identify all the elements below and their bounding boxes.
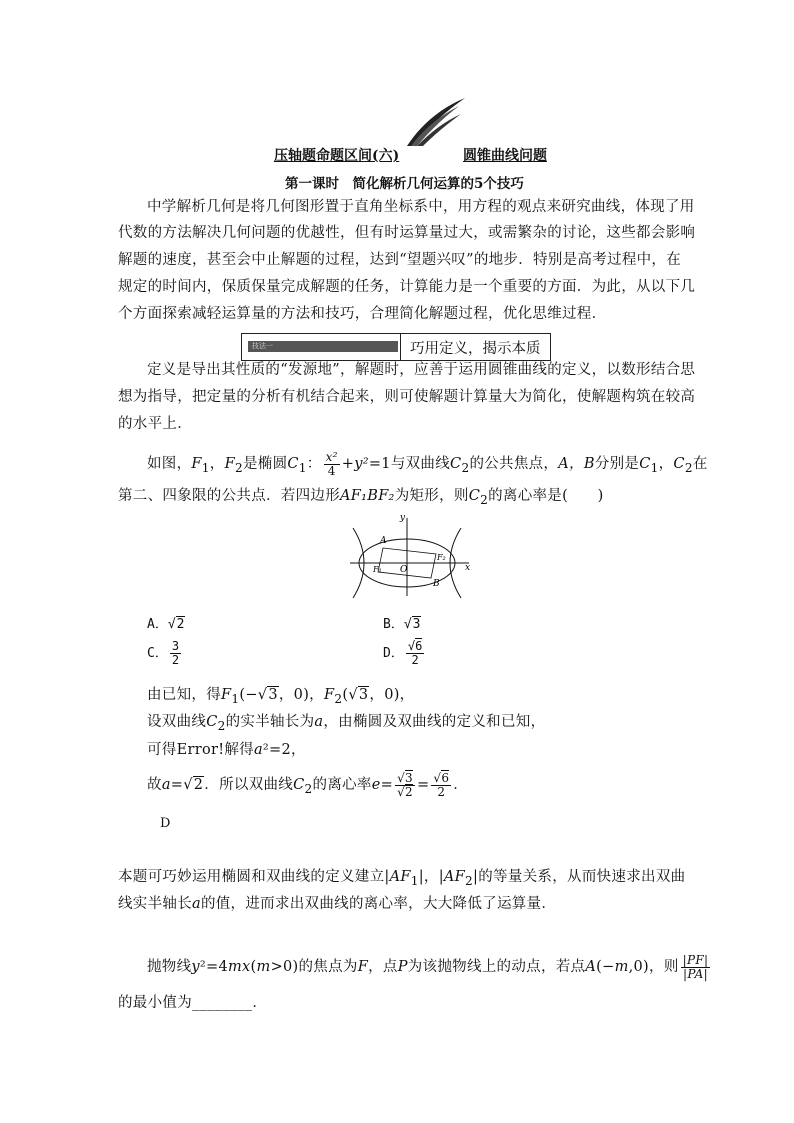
text-seg: a <box>314 714 324 730</box>
text-seg: 是椭圆 <box>242 456 288 472</box>
text-seg: 第二、四象限的公共点．若四边形 <box>118 488 340 504</box>
text-seg: ． <box>453 777 469 793</box>
sqrt: √2 <box>167 617 185 632</box>
text-seg: 2 <box>480 492 489 507</box>
option-a-label: A． <box>147 617 168 632</box>
frac-num: |PF| <box>682 952 709 967</box>
text-seg: 1 <box>298 460 307 475</box>
text-seg: ( <box>250 959 257 975</box>
text-seg: 抛物线 <box>147 959 192 975</box>
text-seg: 为该抛物线上的动点，若点 <box>407 959 586 975</box>
text-seg: 2 <box>217 718 226 733</box>
text-seg: ： <box>306 456 322 472</box>
radicand: 2 <box>405 784 413 799</box>
radicand: 3 <box>405 770 413 785</box>
text-seg: F <box>323 687 335 703</box>
technique-label: 巧用定义，揭示本质 <box>410 341 541 357</box>
technique-tag-text: 技法一 <box>252 342 273 350</box>
text-seg: a <box>161 777 171 793</box>
text-seg: 1 <box>231 691 240 706</box>
header-logo-icon <box>405 96 467 148</box>
text-seg: 1 <box>201 460 210 475</box>
text-seg: ²=2， <box>262 742 306 758</box>
text-seg: ( <box>342 687 349 703</box>
solution-line-4 <box>147 768 468 802</box>
radicand: 2 <box>176 617 185 632</box>
text-seg: F <box>224 456 235 472</box>
text-seg: (− <box>239 687 258 703</box>
intro-line-2: 代数的方法解决几何问题的优越性，但有时运算量过大，或需繁杂的讨论，这些都会影响 <box>118 225 696 241</box>
label-f1: F₁ <box>373 565 382 574</box>
solution-line-2 <box>147 713 545 735</box>
option-d[interactable] <box>383 640 426 667</box>
radicand: 3 <box>358 687 369 703</box>
definition-line-1: 定义是导出其性质的“发源地”，解题时，应善于运用圆锥曲线的定义，以数形结合思 <box>147 362 696 378</box>
text-seg: 1 <box>650 460 659 475</box>
remark-line-2 <box>118 895 556 913</box>
option-c[interactable] <box>147 640 183 667</box>
text-seg: 分别是 <box>594 456 640 472</box>
sqrt: √3 <box>403 617 421 632</box>
frac-num: 3 <box>171 639 180 653</box>
radicand: 3 <box>268 687 278 703</box>
example1-line-1 <box>147 450 708 478</box>
text-seg: ， <box>209 456 225 472</box>
text-seg: + <box>341 456 355 472</box>
text-seg: ²=4 <box>199 959 228 975</box>
text-seg: F <box>191 456 202 472</box>
text-seg: >0)的焦点为 <box>270 959 358 975</box>
text-seg: A，B <box>558 456 595 472</box>
frac-den: √2 <box>397 784 413 799</box>
text-seg: ，由椭圆及双曲线的定义和已知， <box>323 714 546 730</box>
section-title <box>274 145 399 165</box>
text-seg: = <box>416 777 430 793</box>
text-seg: C <box>450 456 462 472</box>
frac-num: √6 <box>407 639 423 653</box>
topic-title-text: 圆锥曲线问题 <box>463 148 547 164</box>
fraction <box>406 640 424 667</box>
remark-line-1 <box>118 868 685 890</box>
solution-line-3 <box>147 741 306 759</box>
label-y: y <box>399 513 405 523</box>
text-seg: (− <box>596 959 615 975</box>
text-seg: y² <box>354 456 369 472</box>
text-seg: =1与双曲线 <box>368 456 451 472</box>
text-seg: ，0)， <box>369 687 415 703</box>
label-o: O <box>400 565 408 575</box>
text-seg: F <box>357 959 369 975</box>
fraction <box>681 954 711 981</box>
text-seg: AF <box>389 869 411 885</box>
topic-title <box>463 145 547 165</box>
text-seg: ,0)，则 <box>628 959 679 975</box>
text-seg: |，| <box>418 869 444 885</box>
text-seg: a <box>253 742 263 758</box>
text-seg: 为矩形，则 <box>394 488 469 504</box>
text-seg: 2 <box>334 691 343 706</box>
text-seg: m <box>256 959 271 975</box>
text-seg: 的离心率 <box>312 777 372 793</box>
text-seg: e <box>371 777 381 793</box>
definition-line-3: 的水平上． <box>118 416 192 432</box>
label-x: x <box>465 563 471 573</box>
text-seg: 的离心率是( ) <box>488 488 604 504</box>
text-seg: 设双曲线 <box>147 714 207 730</box>
example1-line-2 <box>118 487 604 509</box>
text-seg: = <box>170 777 184 793</box>
text-seg: 2 <box>304 781 313 796</box>
fraction <box>395 772 415 799</box>
ellipse-fraction <box>324 451 340 478</box>
text-seg: 可得Error!解得 <box>147 742 254 758</box>
frac-num: √3 <box>397 770 413 785</box>
text-seg: ，0)， <box>278 687 324 703</box>
definition-line-2: 想为指导，把定量的分析有机结合起来，则可使解题计算量大为简化，使解题构筑在较高 <box>118 389 696 405</box>
section-title-text: 压轴题命题区间(六) <box>274 148 400 164</box>
banner-divider <box>400 334 401 360</box>
lesson-title: 第一课时 简化解析几何运算的5个技巧 <box>285 176 524 192</box>
frac-den: 2 <box>437 784 446 799</box>
text-seg: 故 <box>147 777 162 793</box>
sqrt: √3 <box>257 687 278 703</box>
text-seg: mx <box>228 959 251 975</box>
text-seg: 由已知，得 <box>147 687 221 703</box>
radicand: 6 <box>415 639 423 653</box>
example2-line-1 <box>147 950 712 984</box>
text-seg: 2 <box>684 460 693 475</box>
sqrt: √2 <box>183 777 204 793</box>
intro-line-5: 个方面探索减轻运算量的方法和技巧，合理简化解题过程，优化思维过程． <box>118 306 607 322</box>
text-seg: 的实半轴长为 <box>225 714 315 730</box>
text-seg: ， <box>658 456 674 472</box>
option-a[interactable] <box>147 613 185 632</box>
technique-tag <box>248 341 398 352</box>
text-seg: 如图， <box>147 456 192 472</box>
label-a: A <box>380 536 387 546</box>
text-seg: P <box>397 959 408 975</box>
text-seg: F <box>221 687 232 703</box>
technique-banner <box>241 333 551 361</box>
text-seg: |的等量关系，从而快速求出双曲 <box>473 869 686 885</box>
solution-line-1 <box>147 686 414 708</box>
text-seg: 1 <box>410 873 419 888</box>
text-seg: ，点 <box>368 959 398 975</box>
text-seg: 的值，进而求出双曲线的离心率，大大降低了运算量． <box>200 896 557 912</box>
frac-den: 2 <box>171 653 180 667</box>
ellipse-hyperbola-figure <box>345 510 475 600</box>
option-b[interactable] <box>383 613 421 632</box>
text-seg: y <box>191 959 200 975</box>
text-seg: a <box>192 896 201 912</box>
text-seg: C <box>468 488 481 504</box>
text-seg: A <box>585 959 597 975</box>
text-seg: C <box>639 456 651 472</box>
fraction <box>170 640 181 667</box>
text-seg: 的公共焦点， <box>469 456 559 472</box>
text-seg: AF₁BF₂ <box>340 488 395 504</box>
example2-line-2: 的最小值为________． <box>118 995 268 1011</box>
intro-line-4: 规定的时间内，保质保量完成解题的任务，计算能力是一个重要的方面．为此，从以下几 <box>118 279 696 295</box>
frac-den: |PA| <box>683 966 708 981</box>
label-f2: F₂ <box>437 553 446 562</box>
text-seg: C <box>206 714 218 730</box>
text-seg: C <box>673 456 685 472</box>
option-d-label: D． <box>383 646 404 661</box>
text-seg: 在 <box>692 456 708 472</box>
radicand: 3 <box>412 617 421 632</box>
text-seg: AF <box>443 869 466 885</box>
text-seg: C <box>287 456 299 472</box>
text-seg: 2 <box>465 873 474 888</box>
text-seg: 本题可巧妙运用椭圆和双曲线的定义建立| <box>118 869 390 885</box>
text-seg: 2 <box>234 460 243 475</box>
sqrt: √3 <box>348 687 369 703</box>
frac-den: 2 <box>411 653 419 667</box>
frac-num: √6 <box>433 770 450 785</box>
option-c-label: C． <box>147 646 168 661</box>
text-seg: 2 <box>461 460 470 475</box>
text-seg: = <box>380 777 394 793</box>
text-seg: ．所以双曲线 <box>204 777 294 793</box>
fraction <box>431 772 451 799</box>
radicand: 6 <box>441 770 450 785</box>
label-b: B <box>433 579 440 589</box>
intro-line-3: 解题的速度，甚至会中止解题的过程，达到“望题兴叹”的地步．特别是高考过程中，在 <box>118 252 682 268</box>
frac-num: x² <box>325 449 338 464</box>
frac-den: 4 <box>327 463 336 478</box>
radicand: 2 <box>193 777 204 793</box>
text-seg: C <box>293 777 305 793</box>
text-seg: m <box>614 959 629 975</box>
answer: D <box>160 816 171 831</box>
intro-line-1: 中学解析几何是将几何图形置于直角坐标系中，用方程的观点来研究曲线，体现了用 <box>147 199 695 215</box>
text-seg: 线实半轴长 <box>118 896 192 912</box>
option-b-label: B． <box>383 617 404 632</box>
